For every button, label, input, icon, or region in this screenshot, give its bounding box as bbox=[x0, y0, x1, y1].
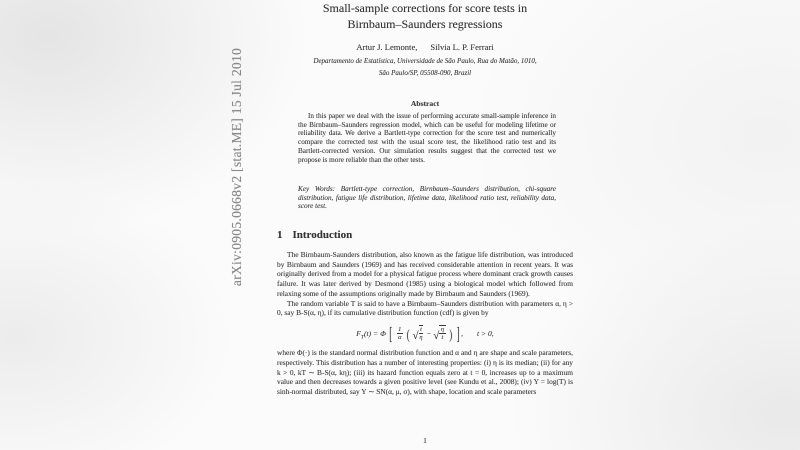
radical-icon: √ bbox=[433, 330, 440, 343]
section-1-heading bbox=[277, 229, 573, 241]
page-number: 1 bbox=[423, 436, 427, 445]
fraction-t-over-eta: $\frac{t}{\eta}$ bbox=[419, 325, 423, 342]
intro-paragraph-1: The Birnbaum-Saunders distribution, also known as the fatigue life distribution, was introduced by Birnbaum and Saunders (1969) and has received considerable attention in recent years. It was originally derived from a model for a physical fatigue process where dominant crack growth causes failure. It was later derived by Desmond (1985) using a biological model which followed from relaxing some of the assumptions originally made by Birnbaum and Saunders (1969). bbox=[277, 250, 573, 298]
formula-condition: t > 0, bbox=[476, 328, 494, 338]
intro-paragraph-2-lead: The random variable T is said to have a Birnbaum–Saunders distribution with parameters α, η > 0, say B-S(α, η), if its cumulative distribution function (cdf) is given by bbox=[277, 298, 573, 318]
abstract-heading: Abstract bbox=[410, 99, 440, 108]
formula-mid: (t) = Φ bbox=[363, 328, 386, 338]
authors-line bbox=[277, 42, 573, 52]
open-bracket: [ bbox=[389, 323, 393, 344]
formula-lhs: F bbox=[356, 328, 361, 338]
affiliation-line-2: São Paulo/SP, 05508-090, Brazil bbox=[378, 69, 472, 77]
arxiv-watermark: arXiv:0905.0668v2 [stat.ME] 15 Jul 2010 bbox=[229, 47, 244, 287]
open-paren: ( bbox=[406, 325, 410, 342]
intro-paragraph-2-cont: where Φ(·) is the standard normal distribution function and α and η are shape and scale parameters, respectively. This distribution has a number of interesting properties: (i) η is its median; (ii) for any k > 0, kT ∼ B-S(α, kη); (iii) its hazard function equals zero at t = 0, increases up to a maximum value and then decreases towards a given positive level (see Kundu et al., 2008); (iv) Y = log(T) is sinh-normal distributed, say Y ∼ SN(α, μ, σ), with shape, location and scale parameters bbox=[277, 348, 573, 397]
fraction-eta-over-t: $\frac{\eta}{t}$ bbox=[440, 325, 445, 342]
keywords-block: Key Words: Bartlett-type correction, Birnbaum–Saunders distribution, chi-square distribution, fatigue life distribution, lifetime data, likelihood ratio test, reliability data, score test. bbox=[298, 185, 556, 211]
fraction-one-over-alpha: $\frac{1}{\alpha}$ bbox=[398, 325, 402, 342]
paper-title-line-2: Birnbaum–Saunders regressions bbox=[347, 17, 503, 31]
minus-sign: − bbox=[426, 328, 432, 338]
paper-title-line-1: Small-sample corrections for score tests in bbox=[322, 1, 528, 15]
abstract-body: In this paper we deal with the issue of performing accurate small-sample inference in the Birnbaum–Saunders regression model, which can be useful for modeling lifetime or reliability data. We derive a Bartlett-type correction for the score test and numerically compare the corrected test with the usual score test, the likelihood ratio test and its Bartlett-corrected version. Our simulation results suggest that the corrected test we propose is more reliable than the other tests. bbox=[298, 112, 556, 164]
close-paren: ) bbox=[449, 325, 453, 342]
close-bracket: ] bbox=[456, 323, 460, 344]
section-number: 1 bbox=[277, 229, 283, 241]
author-2: Silvia L. P. Ferrari bbox=[430, 42, 494, 52]
section-title: Introduction bbox=[292, 229, 353, 241]
author-1: Artur J. Lemonte, bbox=[356, 42, 418, 52]
formula-lhs-subscript: T bbox=[360, 334, 364, 341]
radical-icon: √ bbox=[412, 330, 419, 343]
formula-comma: , bbox=[461, 328, 464, 338]
cdf-formula bbox=[277, 325, 573, 342]
introduction-text bbox=[277, 250, 573, 397]
affiliation-line-1: Departamento de Estatística, Universidade de São Paulo, Rua do Matão, 1010, bbox=[313, 57, 537, 65]
